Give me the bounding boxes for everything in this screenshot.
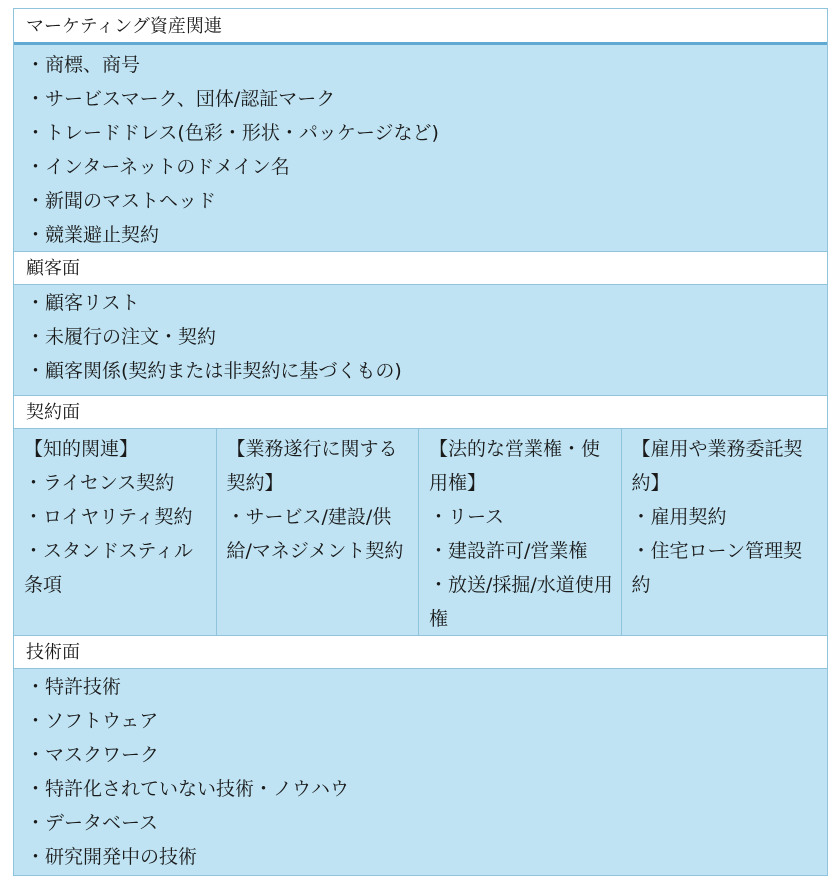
column-list [227, 500, 413, 568]
section-header-customer: 顧客面 [14, 251, 827, 285]
list-item: ・新聞のマストヘッド [26, 190, 217, 212]
contract-column-ip [14, 429, 217, 635]
column-heading: 【雇用や業務委託契約】 [631, 438, 803, 494]
list-item: ・リース [429, 506, 505, 528]
contract-column-employment [622, 429, 827, 635]
list-item: ・雇用契約 [631, 506, 727, 528]
column-list [24, 466, 210, 602]
intangible-assets-table [13, 8, 828, 876]
list-item: ・顧客リスト [26, 292, 140, 314]
list-item: ・インターネットのドメイン名 [26, 156, 290, 178]
list-item: ・サービスマーク、団体/認証マーク [26, 88, 336, 110]
section-body-marketing [14, 45, 827, 251]
list-item: ・ソフトウェア [26, 710, 159, 732]
column-list [429, 500, 615, 636]
contract-column-legal-rights [419, 429, 622, 635]
list-item: ・研究開発中の技術 [26, 846, 198, 868]
contract-grid [14, 429, 827, 635]
list-item: ・トレードドレス(色彩・形状・パッケージなど) [26, 122, 439, 144]
list-item: ・商標、商号 [26, 54, 141, 76]
technology-list [26, 670, 827, 874]
list-item: ・未履行の注文・契約 [26, 326, 217, 348]
section-header-marketing: マーケティング資産関連 [14, 9, 827, 45]
column-heading: 【業務遂行に関する契約】 [226, 438, 398, 494]
list-item: ・データベース [26, 812, 159, 834]
list-item: ・特許化されていない技術・ノウハウ [26, 778, 350, 800]
marketing-list [26, 48, 827, 252]
list-item: ・顧客関係(契約または非契約に基づくもの) [26, 360, 402, 382]
section-header-contract: 契約面 [14, 395, 827, 429]
section-body-technology [14, 669, 827, 875]
contract-column-operations [217, 429, 420, 635]
list-item: ・ライセンス契約 [24, 472, 175, 494]
list-item: ・建設許可/営業権 [429, 540, 588, 562]
list-item: ・マスクワーク [26, 744, 160, 766]
customer-list [26, 286, 827, 388]
list-item: ・競業避止契約 [26, 224, 160, 246]
list-item: ・サービス/建設/供給/マネジメント契約 [226, 506, 404, 562]
column-heading: 【知的関連】 [24, 438, 139, 460]
section-body-customer [14, 285, 827, 395]
column-list [632, 500, 821, 602]
column-heading: 【法的な営業権・使用権】 [429, 438, 601, 494]
list-item: ・住宅ローン管理契約 [631, 540, 803, 596]
list-item: ・ロイヤリティ契約 [24, 506, 193, 528]
list-item: ・特許技術 [26, 676, 122, 698]
list-item: ・放送/採掘/水道使用権 [429, 574, 613, 630]
section-header-technology: 技術面 [14, 635, 827, 669]
list-item: ・スタンドスティル条項 [24, 540, 193, 596]
